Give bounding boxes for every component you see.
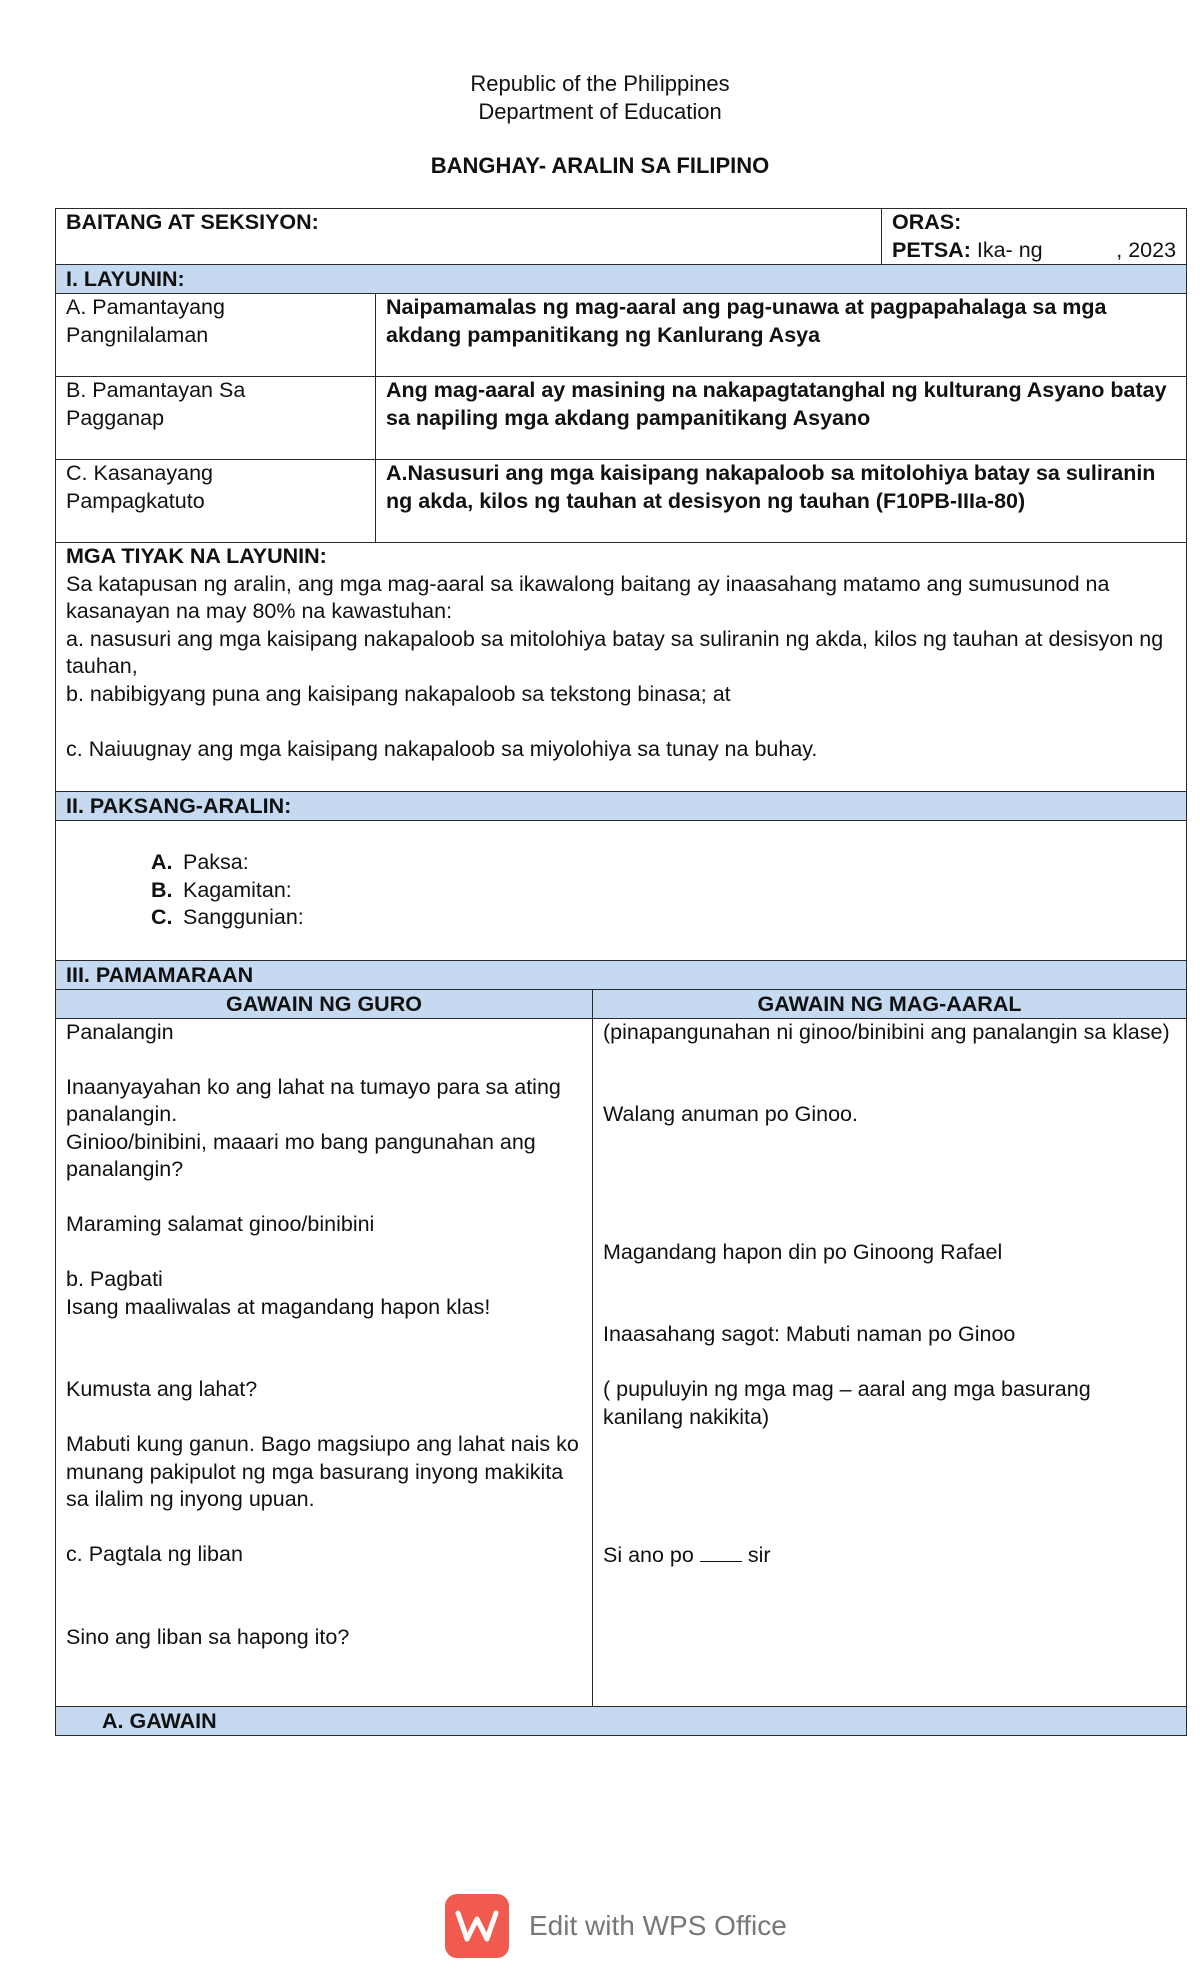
answer-blank-line: [700, 1541, 742, 1562]
baitang-seksiyon-label: BAITANG AT SEKSIYON:: [56, 209, 882, 265]
wps-logo-icon: [445, 1894, 509, 1958]
layunin-text-a: Naipamamalas ng mag-aaral ang pag-unawa at pagpapahalaga sa mga akdang pampanitikang ng Kanlurang Asya: [376, 294, 1187, 377]
paksa-heading: II. PAKSANG-ARALIN:: [56, 792, 1187, 821]
tiyak-item-c: c. Naiuugnay ang mga kaisipang nakapaloob sa miyolohiya sa tunay na buhay.: [66, 736, 818, 761]
layunin-row-b: [56, 377, 1187, 460]
magaaral-column: [593, 1018, 1187, 1707]
paksa-list: [151, 849, 1176, 932]
paksa-row: [56, 821, 1187, 961]
guro-salamat: Maraming salamat ginoo/binibini: [66, 1212, 375, 1236]
paksa-item-text: Paksa:: [183, 850, 249, 874]
magaaral-magandang: Magandang hapon din po Ginoong Rafael: [603, 1239, 1003, 1264]
layunin-row-a: [56, 294, 1187, 377]
layunin-label-b-line2: Pagganap: [66, 405, 165, 430]
guro-pagtala: c. Pagtala ng liban: [66, 1542, 243, 1566]
layunin-label-c-line1: C. Kasanayang: [66, 461, 214, 485]
pamamaraan-column-header-row: [56, 989, 1187, 1018]
wps-footer-text: Edit with WPS Office: [529, 1910, 787, 1941]
guro-kumusta: Kumusta ang lahat?: [66, 1377, 258, 1401]
petsa-year: , 2023: [1116, 237, 1177, 262]
layunin-label-a-line1: A. Pamantayang: [66, 295, 225, 319]
gawain-heading: A. GAWAIN: [56, 1707, 1187, 1736]
tiyak-item-b: b. nabibigyang puna ang kaisipang nakapaloob sa tekstong binasa; at: [66, 681, 731, 706]
pamamaraan-heading: III. PAMAMARAAN: [56, 960, 1187, 989]
magaaral-pupuluyin: ( pupuluyin ng mga mag – aaral ang mga basurang kanilang nakikita): [603, 1377, 1091, 1429]
paksa-item: [151, 904, 1176, 932]
petsa-label: PETSA:: [892, 237, 971, 262]
guro-panalangin: Panalangin: [66, 1019, 174, 1044]
tiyak-row: [56, 543, 1187, 792]
guro-mabuti: Mabuti kung ganun. Bago magsiupo ang lahat nais ko munang pakipulot ng mga basurang inyong makikita sa ilalim ng inyong upuan.: [66, 1432, 579, 1511]
wps-footer[interactable]: [445, 1894, 787, 1958]
column-header-guro: GAWAIN NG GURO: [56, 989, 593, 1018]
paksa-cell: [56, 821, 1187, 961]
pamamaraan-body-row: [56, 1018, 1187, 1707]
guro-sino: Sino ang liban sa hapong ito?: [66, 1624, 350, 1649]
paksa-item-text: Sanggunian:: [183, 905, 304, 929]
petsa-value: Ika- ng: [976, 237, 1043, 262]
tiyak-item-a: a. nasusuri ang mga kaisipang nakapaloob sa mitolohiya batay sa suliranin ng akda, kilos ng tauhan at desisyon ng tauhan,: [66, 626, 1164, 678]
layunin-heading-row: [56, 265, 1187, 294]
layunin-label-b-line1: B. Pamantayan Sa: [66, 378, 246, 402]
magaaral-pinapangunahan: (pinapangunahan ni ginoo/binibini ang panalangin sa klase): [603, 1019, 1170, 1044]
oras-petsa-cell: [882, 209, 1187, 265]
tiyak-heading: MGA TIYAK NA LAYUNIN:: [66, 544, 327, 568]
magaaral-si-ano-text: Si ano po: [603, 1543, 694, 1567]
pamamaraan-heading-row: [56, 960, 1187, 989]
paksa-item-letter: B.: [151, 877, 173, 902]
header-republic: Republic of the Philippines: [470, 71, 730, 96]
tiyak-intro: Sa katapusan ng aralin, ang mga mag-aaral sa ikawalong baitang ay inaasahang matamo ang sumusunod na kasanayan na may 80% na kawastuhan:: [66, 571, 1110, 623]
layunin-label-c-line2: Pampagkatuto: [66, 488, 205, 513]
top-row: [56, 209, 1187, 265]
gawain-row: [56, 1707, 1187, 1736]
layunin-label-a: [56, 294, 376, 377]
paksa-item-letter: C.: [151, 905, 173, 929]
magaaral-sir-text: sir: [747, 1543, 771, 1567]
layunin-text-b: Ang mag-aaral ay masining na nakapagtatanghal ng kulturang Asyano batay sa napiling mga akdang pampanitikang Asyano: [376, 377, 1187, 460]
petsa-line: [892, 237, 1176, 265]
guro-ginioo: Ginioo/binibini, maaari mo bang pangunahan ang panalangin?: [66, 1129, 536, 1181]
guro-column: [56, 1018, 593, 1707]
tiyak-cell: [56, 543, 1187, 792]
guro-pagbati: b. Pagbati: [66, 1267, 163, 1291]
page-title: BANGHAY- ARALIN SA FILIPINO: [430, 153, 770, 178]
layunin-heading: I. LAYUNIN:: [56, 265, 1187, 294]
guro-isang: Isang maaliwalas at magandang hapon klas!: [66, 1294, 491, 1319]
magaaral-walang: Walang anuman po Ginoo.: [603, 1102, 858, 1126]
layunin-row-c: [56, 460, 1187, 543]
layunin-label-a-line2: Pangnilalaman: [66, 322, 209, 347]
oras-label: ORAS:: [892, 210, 962, 234]
magaaral-inaasahang: Inaasahang sagot: Mabuti naman po Ginoo: [603, 1322, 1016, 1346]
layunin-label-b: [56, 377, 376, 460]
paksa-item: [151, 849, 1176, 877]
layunin-text-c: A.Nasusuri ang mga kaisipang nakapaloob sa mitolohiya batay sa suliranin ng akda, kilos ng tauhan at desisyon ng tauhan (F10PB-IIIa-80): [376, 460, 1187, 543]
paksa-item-letter: A.: [151, 850, 173, 874]
column-header-magaaral: GAWAIN NG MAG-AARAL: [593, 989, 1187, 1018]
guro-inaanyayahan: Inaanyayahan ko ang lahat na tumayo para sa ating panalangin.: [66, 1074, 561, 1126]
paksa-item-text: Kagamitan:: [183, 877, 292, 902]
lesson-plan-table: [55, 208, 1187, 1736]
magaaral-si-ano: [603, 1541, 1176, 1570]
paksa-heading-row: [56, 792, 1187, 821]
paksa-item: [151, 877, 1176, 905]
header-department: Department of Education: [478, 99, 722, 124]
layunin-label-c: [56, 460, 376, 543]
